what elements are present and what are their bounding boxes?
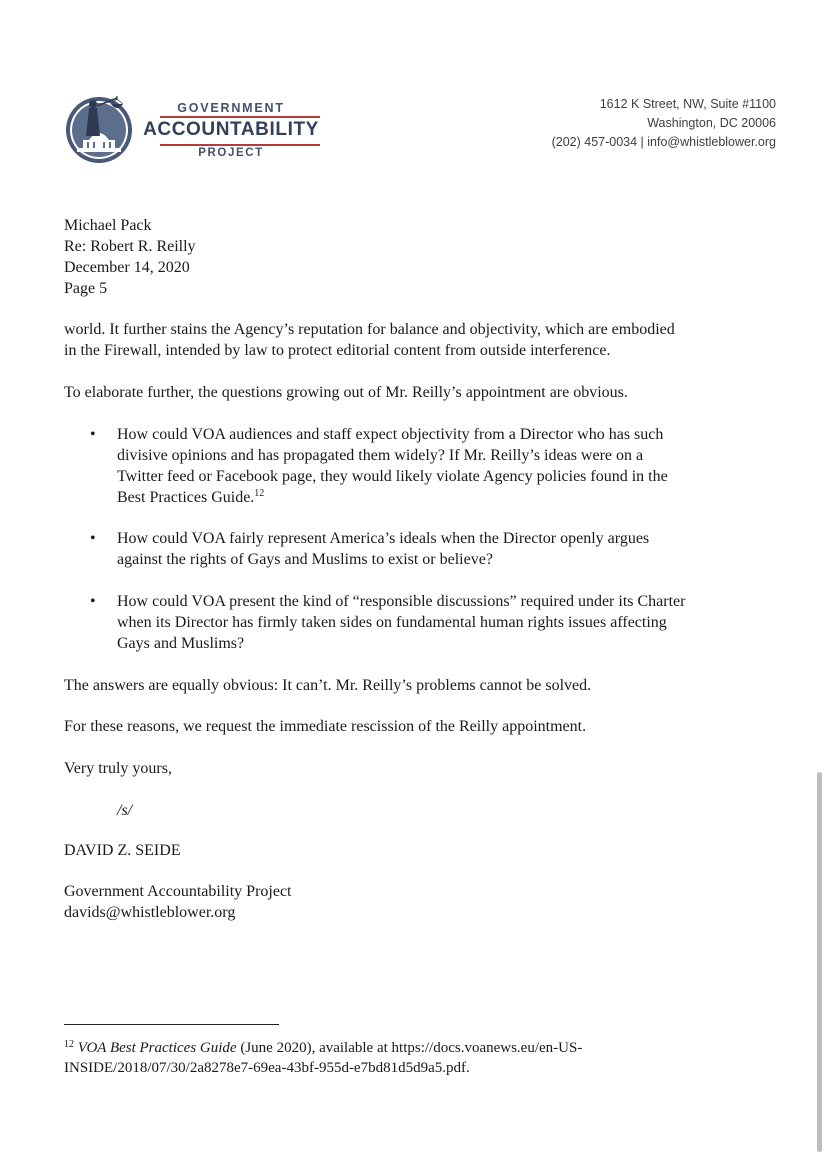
bullet-2-line-1: How could VOA fairly represent America’s ideals when the Director openly argues — [117, 530, 650, 547]
scales-of-justice-logo — [63, 90, 135, 166]
footnote-text: (June 2020), available at https://docs.voanews.eu/en-US- — [236, 1040, 583, 1056]
bullet-2-line-2: against the rights of Gays and Muslims to exist or believe? — [117, 551, 493, 568]
bullet-marker: • — [90, 426, 96, 443]
bullet-marker: • — [90, 593, 96, 610]
org-name-line-3: PROJECT — [198, 147, 264, 159]
vertical-scrollbar[interactable] — [817, 772, 822, 1152]
contact-line: (202) 457-0034 | info@whistleblower.org — [551, 135, 776, 149]
signer-name: DAVID Z. SEIDE — [64, 842, 181, 859]
org-name-line-2: ACCOUNTABILITY — [143, 119, 319, 140]
address-line-2: Washington, DC 20006 — [647, 116, 776, 130]
footnote-line-2: INSIDE/2018/07/30/2a8278e7-69ea-43bf-955d-e7bd81d5d9a5.pdf. — [64, 1060, 470, 1076]
bullet-3-line-2: when its Director has firmly taken sides on fundamental human rights issues affecting — [117, 614, 667, 631]
footnote-divider — [64, 1024, 279, 1025]
bullet-1-line-3: Twitter feed or Facebook page, they would likely violate Agency policies found in the — [117, 468, 668, 485]
bullet-1-line-2: divisive opinions and has propagated them widely? If Mr. Reilly’s ideas were on a — [117, 447, 644, 464]
paragraph-4: For these reasons, we request the immediate rescission of the Reilly appointment. — [64, 718, 587, 735]
paragraph-1-line-2: in the Firewall, intended by law to protect editorial content from outside interference. — [64, 342, 611, 359]
footnote-reference: 12 — [254, 488, 265, 499]
footnote-title: VOA Best Practices Guide — [77, 1040, 237, 1056]
bullet-1-line-4-text: Best Practices Guide. — [117, 489, 255, 506]
footnote-line-1 — [64, 1038, 582, 1058]
paragraph-3: The answers are equally obvious: It can’t. Mr. Reilly’s problems cannot be solved. — [64, 677, 592, 694]
signer-organization: Government Accountability Project — [64, 883, 292, 900]
letterhead-rule-bottom — [160, 144, 320, 146]
bullet-marker: • — [90, 530, 96, 547]
org-name-line-1: GOVERNMENT — [177, 101, 285, 115]
signature-mark: /s/ — [117, 802, 133, 819]
paragraph-1-line-1: world. It further stains the Agency’s reputation for balance and objectivity, which are embodied — [64, 321, 675, 338]
paragraph-2: To elaborate further, the questions growing out of Mr. Reilly’s appointment are obvious. — [64, 384, 628, 401]
letter-date: December 14, 2020 — [64, 259, 190, 276]
footnote-number: 12 — [64, 1039, 74, 1050]
recipient-name: Michael Pack — [64, 217, 152, 234]
page-number: Page 5 — [64, 280, 108, 297]
re-line: Re: Robert R. Reilly — [64, 238, 196, 255]
signer-email: davids@whistleblower.org — [64, 904, 236, 921]
bullet-1-line-1: How could VOA audiences and staff expect objectivity from a Director who has such — [117, 426, 664, 443]
bullet-1-line-4 — [117, 487, 264, 508]
letterhead-rule-top — [160, 116, 320, 118]
bullet-3-line-1: How could VOA present the kind of “responsible discussions” required under its Charter — [117, 593, 686, 610]
bullet-3-line-3: Gays and Muslims? — [117, 635, 245, 652]
address-line-1: 1612 K Street, NW, Suite #1100 — [599, 97, 776, 111]
closing-salutation: Very truly yours, — [64, 760, 172, 777]
